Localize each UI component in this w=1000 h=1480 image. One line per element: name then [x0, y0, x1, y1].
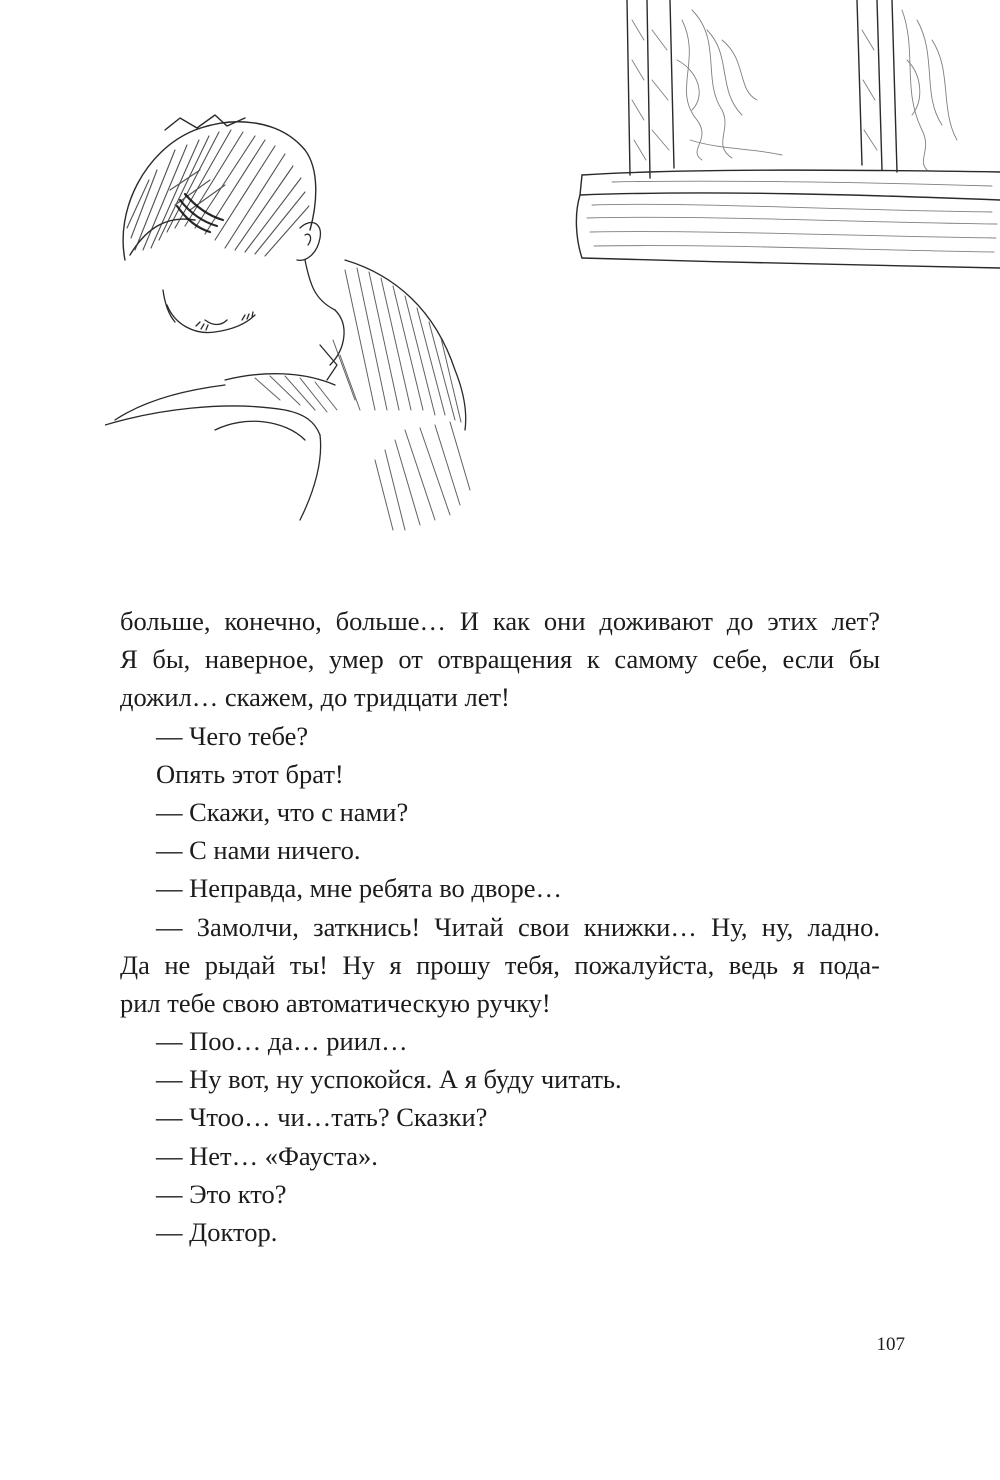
- text-line: больше, конечно, больше… И как они доживают до этих лет?: [120, 606, 880, 636]
- page-number: 107: [876, 1334, 905, 1355]
- dialogue-line: — Скажи, что с нами?: [156, 796, 409, 827]
- dialogue-line: — Нет… «Фауста».: [156, 1140, 378, 1171]
- dialogue-line: — Поо… да… риил…: [156, 1026, 408, 1057]
- boy-illustration: [105, 110, 485, 535]
- window-illustration: [572, 0, 1000, 275]
- body-text: [120, 602, 880, 1251]
- dialogue-line: — С нами ничего.: [156, 835, 361, 866]
- dialogue-line: — Ну вот, ну успокойся. А я буду читать.: [156, 1064, 622, 1095]
- text-line: Опять этот брат!: [156, 758, 344, 789]
- text-line: рил тебе свою автоматическую ручку!: [120, 987, 551, 1018]
- text-line: дожил… скажем, до тридцати лет!: [120, 682, 510, 713]
- dialogue-line: — Это кто?: [156, 1178, 287, 1209]
- dialogue-line: — Неправда, мне ребята во дворе…: [156, 873, 563, 904]
- dialogue-line: — Доктор.: [156, 1217, 278, 1247]
- dialogue-line: — Замолчи, заткнись! Читай свои книжки… Ну, ну, ладно.: [156, 911, 880, 942]
- text-line: Я бы, наверное, умер от отвращения к самому себе, если бы: [120, 644, 880, 675]
- dialogue-line: — Чтоо… чи…тать? Сказки?: [156, 1102, 488, 1133]
- dialogue-line: — Чего тебе?: [156, 720, 309, 751]
- text-line: Да не рыдай ты! Ну я прошу тебя, пожалуйста, ведь я пода-: [120, 949, 880, 980]
